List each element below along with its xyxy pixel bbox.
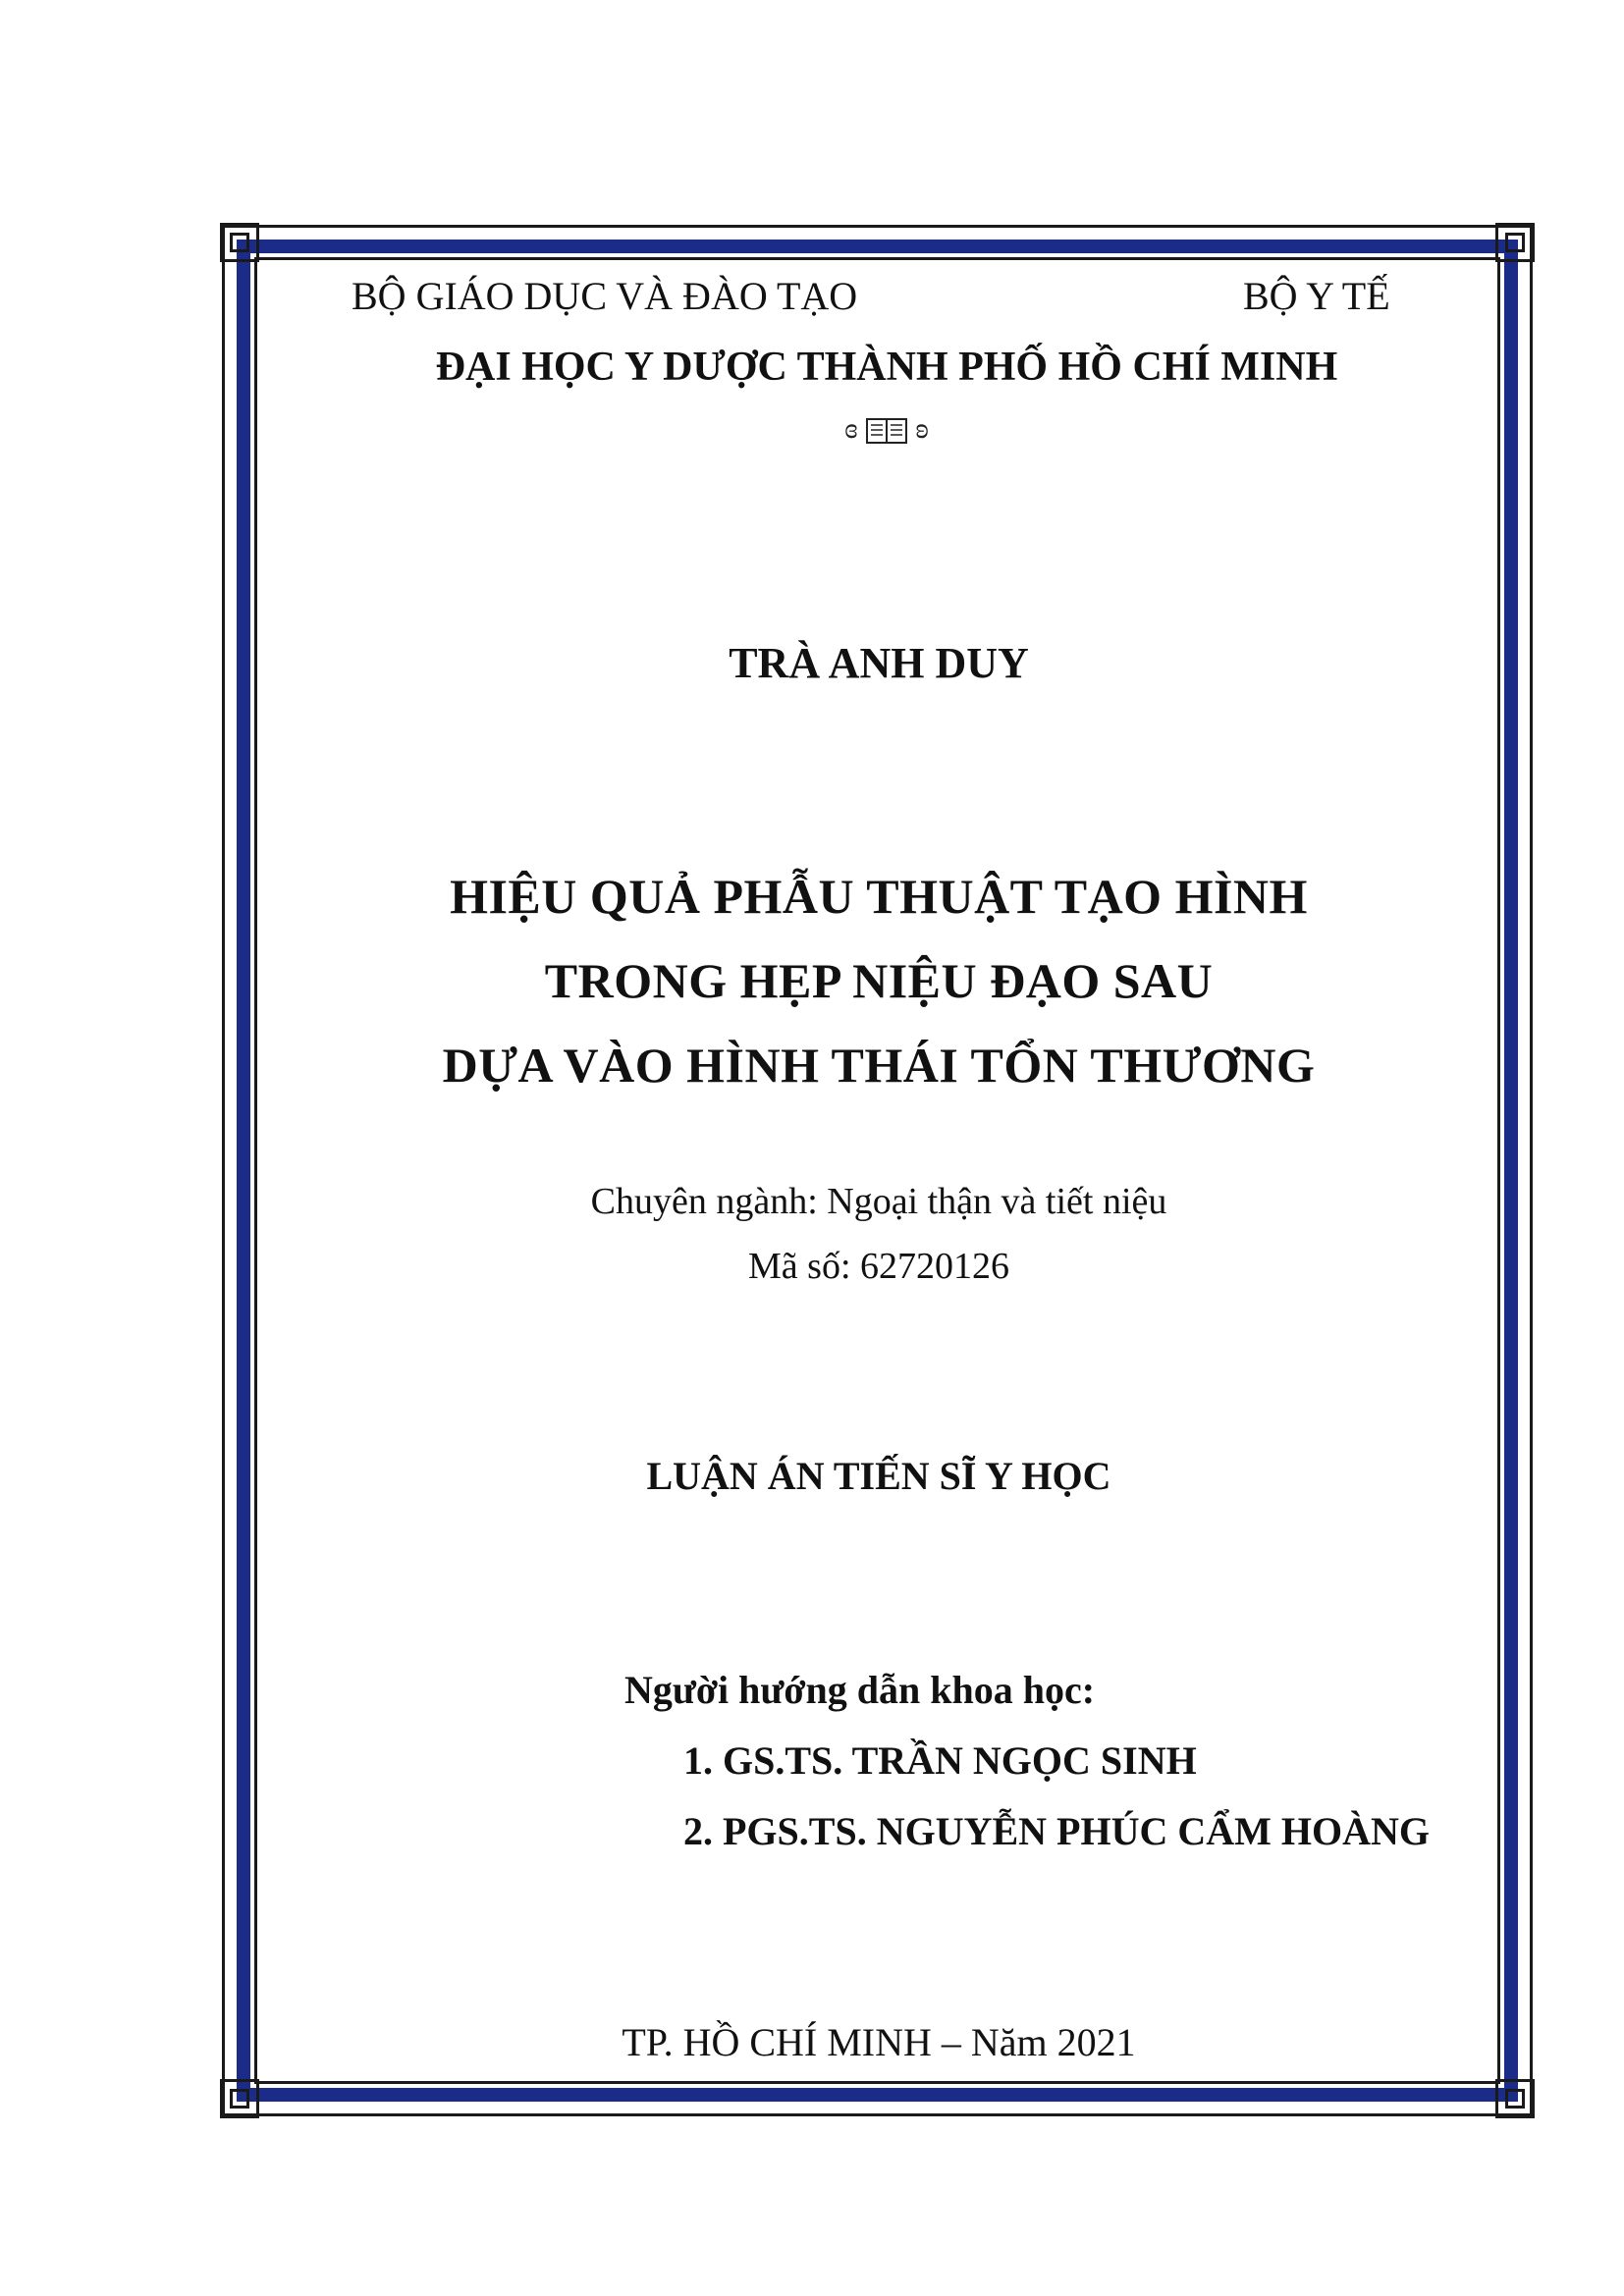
specialty-code: Mã số: 62720126 [748, 1246, 1009, 1287]
ornament-left-flourish: ɞ [844, 412, 858, 445]
degree-type: LUẬN ÁN TIẾN SĨ Y HỌC [646, 1454, 1111, 1498]
thesis-title-line-3: DỰA VÀO HÌNH THÁI TỔN THƯƠNG [442, 1038, 1316, 1093]
advisor-item-2: 2. PGS.TS. NGUYỄN PHÚC CẨM HOÀNG [683, 1809, 1431, 1853]
corner-ornament-bottom-left [220, 2079, 259, 2118]
university-name: ĐẠI HỌC Y DƯỢC THÀNH PHỐ HỒ CHÍ MINH [435, 345, 1338, 390]
corner-ornament-top-left [220, 223, 259, 262]
corner-ornament-bottom-right [1495, 2079, 1535, 2118]
ornament-right-flourish: ʚ [915, 412, 929, 445]
ministry-of-health: BỘ Y TẾ [1243, 274, 1390, 318]
header-ornament [255, 412, 1510, 446]
advisors-label: Người hướng dẫn khoa học: [624, 1668, 1096, 1712]
corner-ornament-top-right [1495, 223, 1535, 262]
thesis-title-line-2: TRONG HẸP NIỆU ĐẠO SAU [544, 953, 1214, 1008]
place-and-year: TP. HỒ CHÍ MINH – Năm 2021 [622, 2020, 1136, 2064]
advisor-item-1: 1. GS.TS. TRẦN NGỌC SINH [683, 1738, 1197, 1783]
ministry-of-education: BỘ GIÁO DỤC VÀ ĐÀO TẠO [352, 274, 858, 318]
thesis-title-line-1: HIỆU QUẢ PHẪU THUẬT TẠO HÌNH [450, 869, 1308, 924]
specialty: Chuyên ngành: Ngoại thận và tiết niệu [590, 1181, 1167, 1222]
book-ornament-icon [865, 412, 916, 445]
author-name: TRÀ ANH DUY [729, 639, 1029, 687]
